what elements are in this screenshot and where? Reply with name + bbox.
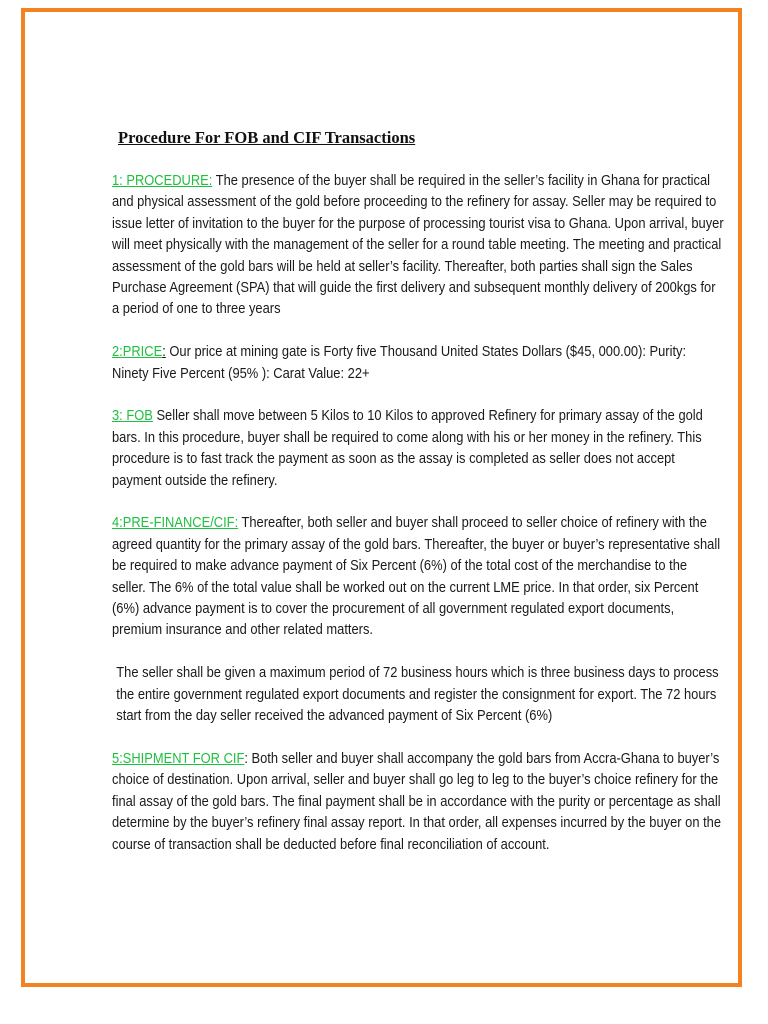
section-procedure [112,170,724,320]
section-label-price-colon: : [162,343,166,361]
section-fob [112,405,724,491]
section-text-prefinance: Thereafter, both seller and buyer shall proceed to seller choice of refinery with the agreed quantity for the primary assay of the gold bars. Thereafter, the buyer or buyer’s representative shall be required to make advance payment of Six Percent (6%) of the total cost of the merchandise to the seller. The 6% of the total value shall be worked out on the current LME price. In that order, six Percent (6%) advance payment is to cover the procurement of all government regulated export documents, premium insurance and other related matters. [112,514,721,639]
section-label-shipment: 5:SHIPMENT FOR CIF [112,749,245,767]
section-prefinance-followup: The seller shall be given a maximum period of 72 business hours which is three business days to process the entire government regulated export documents and register the consignment for export. The 72 hours start from the day seller received the advanced payment of Six Percent (6%) [116,664,719,725]
section-label-prefinance: 4:PRE-FINANCE/CIF: [112,514,239,532]
section-label-procedure: 1: PROCEDURE: [112,172,213,189]
document-title: Procedure For FOB and CIF Transactions [118,128,416,147]
document-body [112,170,724,876]
section-shipment [112,748,724,855]
section-text-procedure: The presence of the buyer shall be required in the seller’s facility in Ghana for practical and physical assessment of the gold before proceeding to the refinery for assay. Seller may be required to issue letter of invitation to the buyer for the purpose of processing tourist visa to Ghana. Upon arrival, buyer will meet physically with the management of the seller for a round table meeting. The meeting and practical assessment of the gold bars will be held at seller’s facility. Thereafter, both parties shall sign the Sales Purchase Agreement (SPA) that will guide the first delivery and subsequent monthly delivery of 200kgs for a period of one to three years [112,172,724,318]
section-text-fob: Seller shall move between 5 Kilos to 10 Kilos to approved Refinery for primary assay of the gold bars. In this procedure, buyer shall be required to come along with his or her money in the refinery. This procedure is to fast track the payment as soon as the assay is completed as seller does not accept payment outside the refinery. [112,407,703,489]
section-label-fob: 3: FOB [112,407,153,425]
section-text-price: Our price at mining gate is Forty five Thousand United States Dollars ($45, 000.00): Purity: Ninety Five Percent (95% ): Carat Value: 22+ [112,343,687,382]
section-text-shipment: : Both seller and buyer shall accompany the gold bars from Accra-Ghana to buyer’s choice of destination. Upon arrival, seller and buyer shall go leg to leg to the buyer’s choice refinery for the final assay of the gold bars. The final payment shall be in accordance with the purity or percentage as shall determine by the buyer’s refinery final assay report. In that order, all expenses incurred by the buyer on the course of transaction shall be deducted before final reconciliation of account. [112,749,722,853]
section-price [112,341,724,384]
section-prefinance [112,512,724,640]
section-label-price: 2:PRICE [112,343,163,361]
